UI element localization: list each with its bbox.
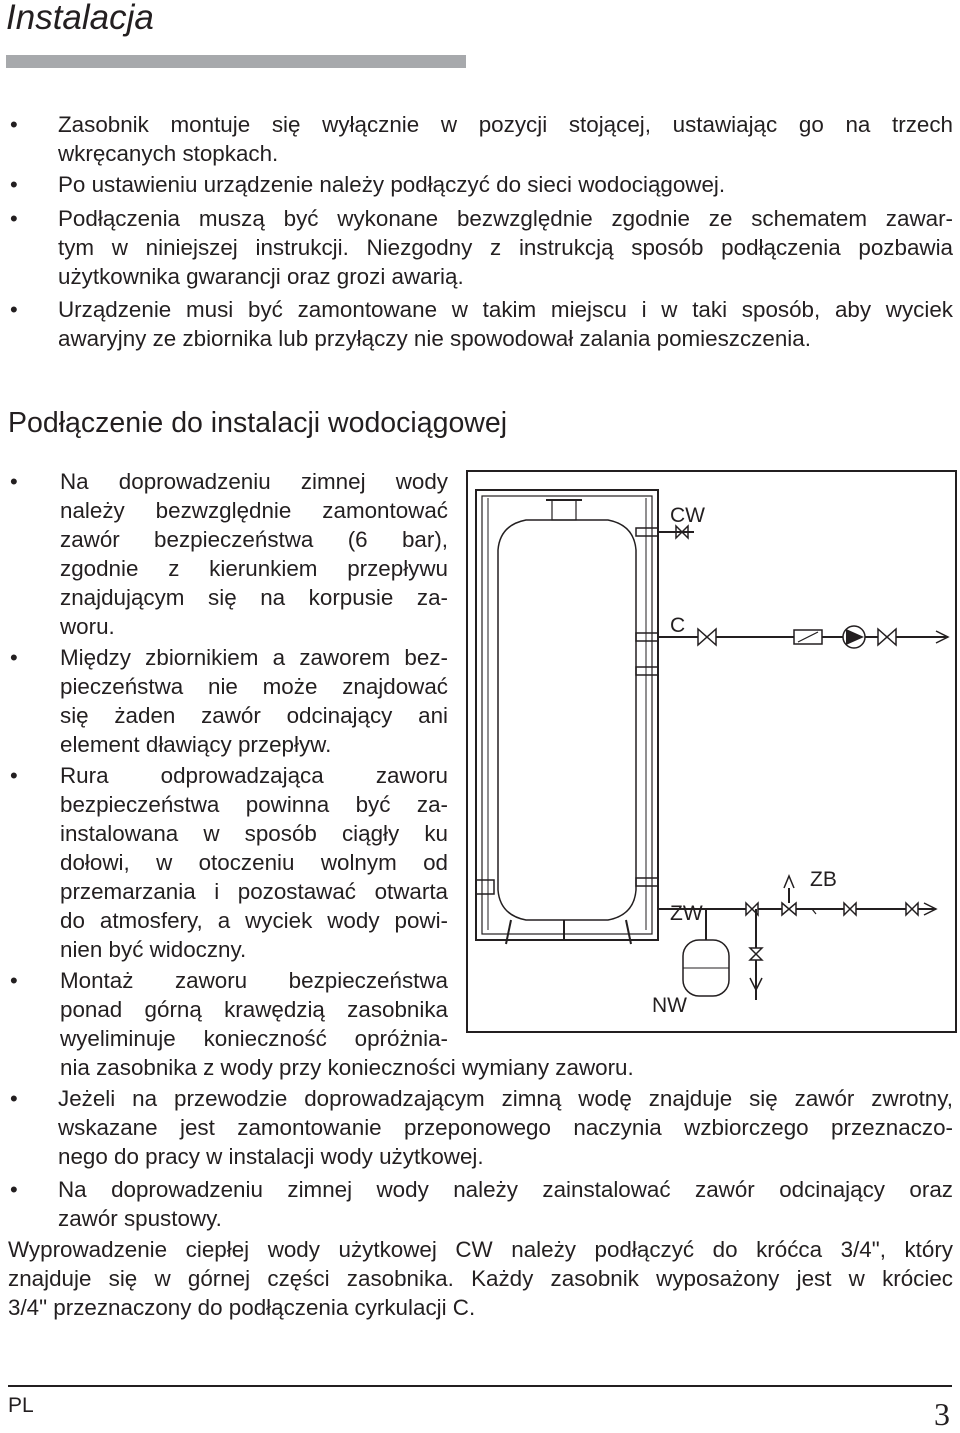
section-bullet-4-line-2: ponad górną krawędzią zasobnika <box>60 997 448 1022</box>
label-cw: CW <box>670 504 705 527</box>
label-zw: ZW <box>670 902 703 925</box>
section-bullet-3-line-3: instalowana w sposób ciągły ku <box>60 821 448 846</box>
section-bullet-1-line-2: należy bezwzględnie zamontować <box>60 498 448 523</box>
bullet-glyph: • <box>10 112 18 137</box>
bullet-glyph: • <box>10 645 18 670</box>
section-bullet-5-line-1: Jeżeli na przewodzie doprowadzającym zimną wodę znajduje się zawór zwrotny, <box>58 1086 953 1111</box>
section-bullet-6-line-1: Na doprowadzeniu zimnej wody należy zainstalować zawór odcinający oraz <box>58 1177 953 1202</box>
circulation-line <box>658 626 948 648</box>
section-bullet-3-line-6: do atmosfery, a wyciek wody powi- <box>60 908 448 933</box>
bullet-glyph: • <box>10 763 18 788</box>
section-bullet-1-line-3: zawór bezpieczeństwa (6 bar), <box>60 527 448 552</box>
intro-bullet-3-line-3: użytkownika gwarancji oraz grozi awarią. <box>58 264 464 289</box>
section-bullet-2-line-3: się żaden zawór odcinający ani <box>60 703 448 728</box>
bullet-glyph: • <box>10 1177 18 1202</box>
closing-line-1: Wyprowadzenie ciepłej wody użytkowej CW należy podłączyć do króćca 3/4", który <box>8 1237 953 1262</box>
section-bullet-3-line-5: przemarzania i pozostawać otwarta <box>60 879 448 904</box>
bullet-glyph: • <box>10 206 18 231</box>
bullet-glyph: • <box>10 469 18 494</box>
intro-bullet-2-line-1: Po ustawieniu urządzenie należy podłączyć do sieci wodociągowej. <box>58 172 726 197</box>
intro-bullet-4-line-2: awaryjny ze zbiornika lub przyłączy nie spowodował zalania pomieszczenia. <box>58 326 811 351</box>
closing-line-3: 3/4" przeznaczony do podłączenia cyrkulacji C. <box>8 1295 476 1320</box>
section-bullet-1-line-6: woru. <box>60 614 115 639</box>
section-bullet-1-line-5: znajdującym się na korpusie za- <box>60 585 448 610</box>
intro-bullet-1-line-1: Zasobnik montuje się wyłącznie w pozycji stojącej, ustawiając go na trzech <box>58 112 953 137</box>
closing-line-2: znajduje się w górnej części zasobnika. Każdy zasobnik wyposażony jest w króciec <box>8 1266 953 1291</box>
section-bullet-3-line-2: bezpieczeństwa powinna być za- <box>60 792 448 817</box>
label-zb: ZB <box>810 868 837 891</box>
section-bullet-4-line-1: Montaż zaworu bezpieczeństwa <box>60 968 448 993</box>
footer-language: PL <box>8 1394 34 1417</box>
title-underline-bar <box>6 55 466 68</box>
heater-casing <box>476 490 658 944</box>
label-nw: NW <box>652 994 687 1017</box>
bullet-glyph: • <box>10 172 18 197</box>
section-bullet-5-line-2: wskazane jest zamontowanie przeponowego naczynia wzbiorczego przeznaczo- <box>58 1115 953 1140</box>
intro-bullet-4-line-1: Urządzenie musi być zamontowane w takim miejscu i w taki sposób, aby wyciek <box>58 297 953 322</box>
section-heading: Podłączenie do instalacji wodociągowej <box>8 407 508 439</box>
section-bullet-3-line-1: Rura odprowadzająca zaworu <box>60 763 448 788</box>
pipe-stubs <box>476 528 658 894</box>
diagram-labels <box>652 504 837 1017</box>
footer-rule <box>8 1385 952 1387</box>
section-bullet-1-line-1: Na doprowadzeniu zimnej wody <box>60 469 448 494</box>
bullet-glyph: • <box>10 968 18 993</box>
section-bullet-4-line-4: nia zasobnika z wody przy konieczności wymiany zaworu. <box>60 1055 634 1080</box>
label-c: C <box>670 614 686 637</box>
section-bullet-2-line-2: pieczeństwa nie może znajdować <box>60 674 448 699</box>
section-bullet-4-line-3: wyeliminuje konieczność opróżnia- <box>60 1026 448 1051</box>
intro-bullet-3-line-1: Podłączenia muszą być wykonane bezwzględnie zgodnie ze schematem zawar- <box>58 206 953 231</box>
bullet-glyph: • <box>10 1086 18 1111</box>
section-bullet-2-line-4: element dławiący przepływ. <box>60 732 332 757</box>
bullet-glyph: • <box>10 297 18 322</box>
section-bullet-1-line-4: zgodnie z kierunkiem przepływu <box>60 556 448 581</box>
page-title: Instalacja <box>6 0 154 37</box>
cw-line <box>658 526 694 538</box>
section-bullet-3-line-4: dołowi, w otoczeniu wolnym od <box>60 850 448 875</box>
water-connection-diagram <box>466 470 958 1034</box>
section-bullet-2-line-1: Między zbiornikiem a zaworem bez- <box>60 645 448 670</box>
section-bullet-5-line-3: nego do pracy w instalacji wody użytkowej. <box>58 1144 484 1169</box>
section-bullet-6-line-2: zawór spustowy. <box>58 1206 222 1231</box>
section-bullet-3-line-7: nien być widoczny. <box>60 937 247 962</box>
page-number: 3 <box>934 1396 950 1432</box>
intro-bullet-1-line-2: wkręcanych stopkach. <box>58 141 279 166</box>
intro-bullet-3-line-2: tym w niniejszej instrukcji. Niezgodny z instrukcją sposób podłączenia pozbawia <box>58 235 953 260</box>
